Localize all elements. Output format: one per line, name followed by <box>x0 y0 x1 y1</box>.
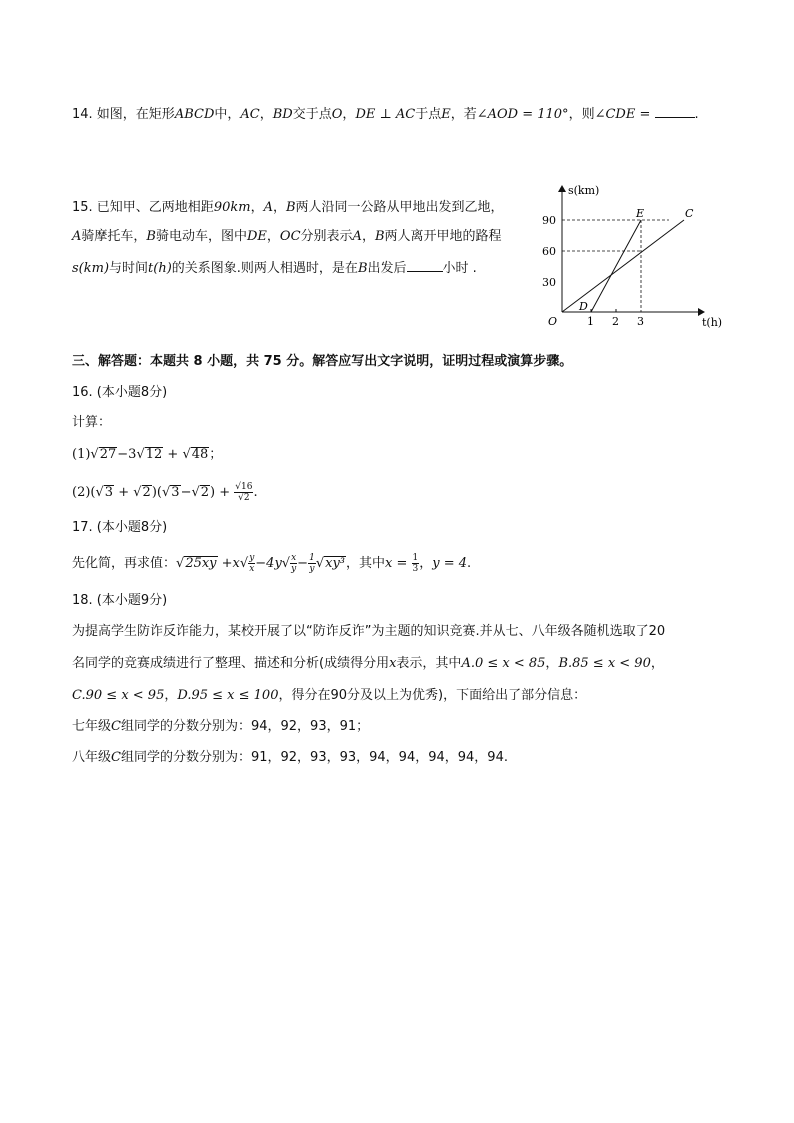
q17-f1-den: x <box>249 564 255 574</box>
q14-text-f: ，若 <box>450 107 477 122</box>
q18-l4-c: C <box>111 719 121 734</box>
x-tick-3: 3 <box>637 315 644 328</box>
q17-f3-den: y <box>309 564 315 574</box>
q17-f1-num: y <box>249 553 255 563</box>
q18-line-1: 为提高学生防诈反诈能力，某校开展了以“防诈反诈”为主题的知识竞赛.并从七、八年级各随机选取了20 <box>72 624 666 639</box>
q16-p2-r2: 2 <box>142 485 151 500</box>
q18-l2-d: ， <box>650 656 664 671</box>
q18-line-3 <box>72 687 586 705</box>
q18-l4-a: 七年级 <box>72 719 112 734</box>
point-d-label: D <box>579 300 588 313</box>
q16-p2-mid: )( <box>151 485 162 500</box>
question-15-line-1 <box>72 199 504 217</box>
q18-l2-a: 名同学的竞赛成绩进行了整理、描述和分析(成绩得分用 <box>72 656 390 671</box>
q15-l3-t: t(h) <box>148 261 172 276</box>
q16-p1-label: (1) <box>72 447 91 462</box>
q14-text: 14. 如图，在矩形 <box>72 107 175 122</box>
q17-f3-num: 1 <box>309 553 315 563</box>
q15-l2-c: ， <box>266 229 280 244</box>
q17-r1: 25xy <box>185 556 217 571</box>
q14-de-ac: DE ⊥ AC <box>355 107 416 122</box>
q18-l3-b: ，得分在90分及以上为优秀)，下面给出了部分信息： <box>278 688 587 703</box>
q17-frac3 <box>308 553 316 574</box>
q17-expression: 先化简，再求值：√25xy +x√ $\frac{y}{x}$ −4y√ $\frac{x}{y}$ − $\frac{1}{y}$ √xy³，其中x = $\frac{1}{3}$ ，y = 4. <box>72 553 472 574</box>
q14-bd: BD <box>272 107 293 122</box>
q16-part-2: (2)(√3 + √2)(√3−√2) + $\frac{√16}{√2}$ . <box>72 482 258 503</box>
origin-label: O <box>548 315 558 328</box>
q16-part-1: (1)√27−3√12 + √48； <box>72 447 223 462</box>
q18-l2-b: 表示，其中 <box>396 656 462 671</box>
x-axis-label: t(h) <box>702 316 723 329</box>
q14-text-b: 中， <box>214 107 241 122</box>
q17-plus: +x <box>217 556 240 571</box>
q15-l2-de: DE <box>246 229 267 244</box>
q17-x-num: 1 <box>412 553 419 563</box>
q18-line-2 <box>72 655 664 673</box>
q17-minus2: − <box>297 556 309 571</box>
q17-header: 17. (本小题8分) <box>72 520 168 535</box>
q17-x-den: 3 <box>412 564 419 574</box>
q14-end: . <box>694 107 699 122</box>
q15-a: A <box>263 200 273 215</box>
q17-r2: xy³ <box>325 556 345 571</box>
q16-p1-r3: 48 <box>191 447 209 462</box>
q15-b: B <box>285 200 296 215</box>
q14-e: E <box>441 107 451 122</box>
q15-l3-b: 的关系图象.则两人相遇时，是在 <box>171 261 358 276</box>
section-3-heading: 三、解答题：本题共 8 小题，共 75 分。解答应写出文字说明，证明过程或演算步骤。 <box>72 354 573 369</box>
q15-l2-b-var: B <box>146 229 156 244</box>
q18-l3-range-d: D.95 ≤ x ≤ 100 <box>177 688 279 703</box>
q15-l2-d: 分别表示 <box>300 229 353 244</box>
q16-p1-op1: −3 <box>117 447 137 462</box>
q14-comma: ， <box>259 107 273 122</box>
q16-p2-fraction <box>234 482 253 503</box>
q17-text-b: ，其中 <box>346 556 386 571</box>
point-e-label: E <box>636 207 645 220</box>
q16-p2-den: √2 <box>238 493 250 503</box>
q16-p2-close: ) + <box>210 485 235 500</box>
q16-p2-op1: + <box>114 485 134 500</box>
y-axis-label: s(km) <box>568 184 600 197</box>
q17-f2-den: y <box>291 564 297 574</box>
q18-l2-c: ， <box>545 656 559 671</box>
q18-l3-range-c: C.90 ≤ x < 95 <box>72 688 165 703</box>
q16-intro: 计算： <box>72 415 112 430</box>
q15-l3-s: s(km) <box>72 261 110 276</box>
line-oc <box>562 220 684 312</box>
q15-l2-a2: A <box>352 229 362 244</box>
q17-xeq: x = <box>385 556 408 571</box>
q18-l3-a: ， <box>164 688 178 703</box>
q14-text-d: ， <box>342 107 356 122</box>
q15-l2-f: 两人离开甲地的路程 <box>384 229 502 244</box>
y-tick-60: 60 <box>542 245 556 258</box>
q15-l3-d: 小时 . <box>442 261 477 276</box>
q14-o: O <box>331 107 343 122</box>
y-tick-90: 90 <box>542 214 556 227</box>
q17-minus: −4y <box>255 556 282 571</box>
q14-text-g: ，则 <box>568 107 595 122</box>
y-tick-30: 30 <box>542 276 556 289</box>
question-15-line-2 <box>72 228 502 246</box>
q15-l1-a: 15. 已知甲、乙两地相距 <box>72 200 214 215</box>
q15-l1-b: ， <box>250 200 264 215</box>
question-15-line-3 <box>72 258 477 278</box>
q14-ac: AC <box>240 107 260 122</box>
q15-l2-b: 骑电动车，图中 <box>155 229 247 244</box>
q18-line-5 <box>72 749 508 767</box>
line-de <box>591 220 641 312</box>
q16-p1-end: ； <box>209 447 223 462</box>
q16-p2-label: (2)( <box>72 485 96 500</box>
distance-time-graph <box>532 180 732 330</box>
q17-yeq: y = 4 <box>432 556 468 571</box>
q14-text-e: 于点 <box>415 107 442 122</box>
q15-dist: 90km <box>213 200 251 215</box>
q15-l1-d: 两人沿同一公路从甲地出发到乙地， <box>295 200 504 215</box>
q15-l1-c: ， <box>272 200 286 215</box>
q16-p1-op2: + <box>163 447 183 462</box>
x-tick-2: 2 <box>612 315 619 328</box>
q18-l2-range-a: A.0 ≤ x < 85 <box>461 656 546 671</box>
q15-l3-c: 出发后 <box>367 261 407 276</box>
q18-l4-b: 组同学的分数分别为：94，92，93，91； <box>120 719 370 734</box>
q16-p2-end: . <box>253 485 258 500</box>
q14-answer-blank[interactable] <box>655 104 695 118</box>
q18-line-4 <box>72 718 369 736</box>
q16-p2-num: √16 <box>235 482 253 492</box>
q17-f2-num: x <box>291 553 297 563</box>
q14-angle1: ∠AOD = 110° <box>476 107 569 122</box>
q14-angle2: ∠CDE = <box>594 107 651 122</box>
q15-l2-e: ， <box>361 229 375 244</box>
q14-rect: ABCD <box>174 107 215 122</box>
point-c-label: C <box>685 207 694 220</box>
q18-l5-a: 八年级 <box>72 750 112 765</box>
q15-answer-blank[interactable] <box>407 258 443 272</box>
q16-p2-r1: 3 <box>104 485 114 500</box>
q17-end: . <box>467 556 472 571</box>
x-tick-1: 1 <box>587 315 594 328</box>
q14-text-c: 交于点 <box>292 107 332 122</box>
question-14 <box>72 104 699 124</box>
q18-header: 18. (本小题9分) <box>72 593 168 608</box>
q16-p1-r2: 12 <box>145 447 163 462</box>
q18-l5-c: C <box>111 750 121 765</box>
q15-l2-oc: OC <box>279 229 301 244</box>
q15-l3-b-var: B <box>357 261 368 276</box>
q15-l2-a: 骑摩托车， <box>81 229 147 244</box>
q16-header: 16. (本小题8分) <box>72 385 168 400</box>
q15-l3-a: 与时间 <box>109 261 149 276</box>
q16-p2-op2: − <box>180 485 192 500</box>
q18-l2-range-b: B.85 ≤ x < 90 <box>558 656 651 671</box>
q16-p2-r4: 2 <box>200 485 210 500</box>
q15-l2-b2: B <box>374 229 385 244</box>
q18-l2-x: x <box>389 656 397 671</box>
q17-text-a: 先化简，再求值： <box>72 556 177 571</box>
q18-l5-b: 组同学的分数分别为：91，92，93，93，94，94，94，94，94. <box>120 750 508 765</box>
q16-p2-r3: 3 <box>171 485 180 500</box>
q17-text-c: ， <box>419 556 433 571</box>
q16-p1-r1: 27 <box>99 447 117 462</box>
q15-l2-a-var: A <box>72 229 82 244</box>
